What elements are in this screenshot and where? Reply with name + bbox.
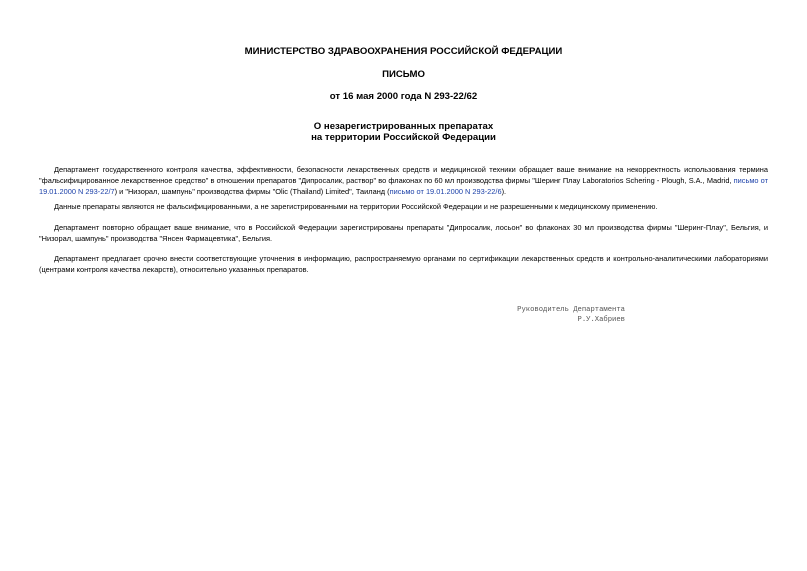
signatory-name: Р.У.Хабриев	[577, 315, 625, 324]
signature-block	[480, 306, 625, 326]
paragraph-1-text-b: ) и "Низорал, шампунь" производства фирмы "Olic (Thailand) Limited", Таиланд (	[114, 186, 390, 196]
signatory-position: Руководитель Департамента	[517, 306, 625, 314]
subject-line-2: на территории Российской Федерации	[311, 132, 496, 143]
paragraph-4: Департамент предлагает срочно внести соответствующие уточнения в информацию, распространяемую органами по сертификации лекарственных средств и контрольно-аналитическими лабораториями (центрами контроля качества лекарств), относительно указанных препаратов.	[39, 254, 768, 274]
paragraph-2: Данные препараты являются не фальсифицированными, а не зарегистрированными на территории Российской Федерации и не разрешенными к медицинскому применению.	[54, 202, 658, 211]
ministry-title: МИНИСТЕРСТВО ЗДРАВООХРАНЕНИЯ РОССИЙСКОЙ ФЕДЕРАЦИИ	[244, 46, 563, 57]
document-date: от 16 мая 2000 года N 293-22/62	[329, 91, 478, 102]
paragraph-1-text-c: ).	[501, 186, 507, 196]
letter-link-293-22-6[interactable]: письмо от 19.01.2000 N 293-22/6	[389, 186, 502, 196]
subject-line-1: О незарегистрированных препаратах	[313, 121, 494, 132]
document-type: ПИСЬМО	[382, 69, 425, 80]
document-subject	[0, 121, 807, 143]
paragraph-1-text-a: Департамент государственного контроля качества, эффективности, безопасности лекарственных средств и медицинской техники обращает ваше внимание на некорректность использования термина "фальсифицированное лекарственное средство" в отношении препаратов "Дипросалик, раствор" во флаконах по 60 мл производства фирмы "Шеринг Плау Laboratorios Schering - Plough, S.A., Madrid,	[39, 165, 768, 185]
paragraph-1	[39, 165, 768, 197]
letter-link-293-22-7[interactable]: письмо от 19.01.2000 N 293-22/7	[39, 175, 768, 196]
paragraph-3: Департамент повторно обращает ваше внимание, что в Российской Федерации зарегистрированы препараты "Дипросалик, лосьон" во флаконах 30 мл производства фирмы "Шеринг-Плау", Бельгия, и "Низорал, шампунь" производства "Янсен Фармацевтика", Бельгия.	[39, 223, 768, 243]
